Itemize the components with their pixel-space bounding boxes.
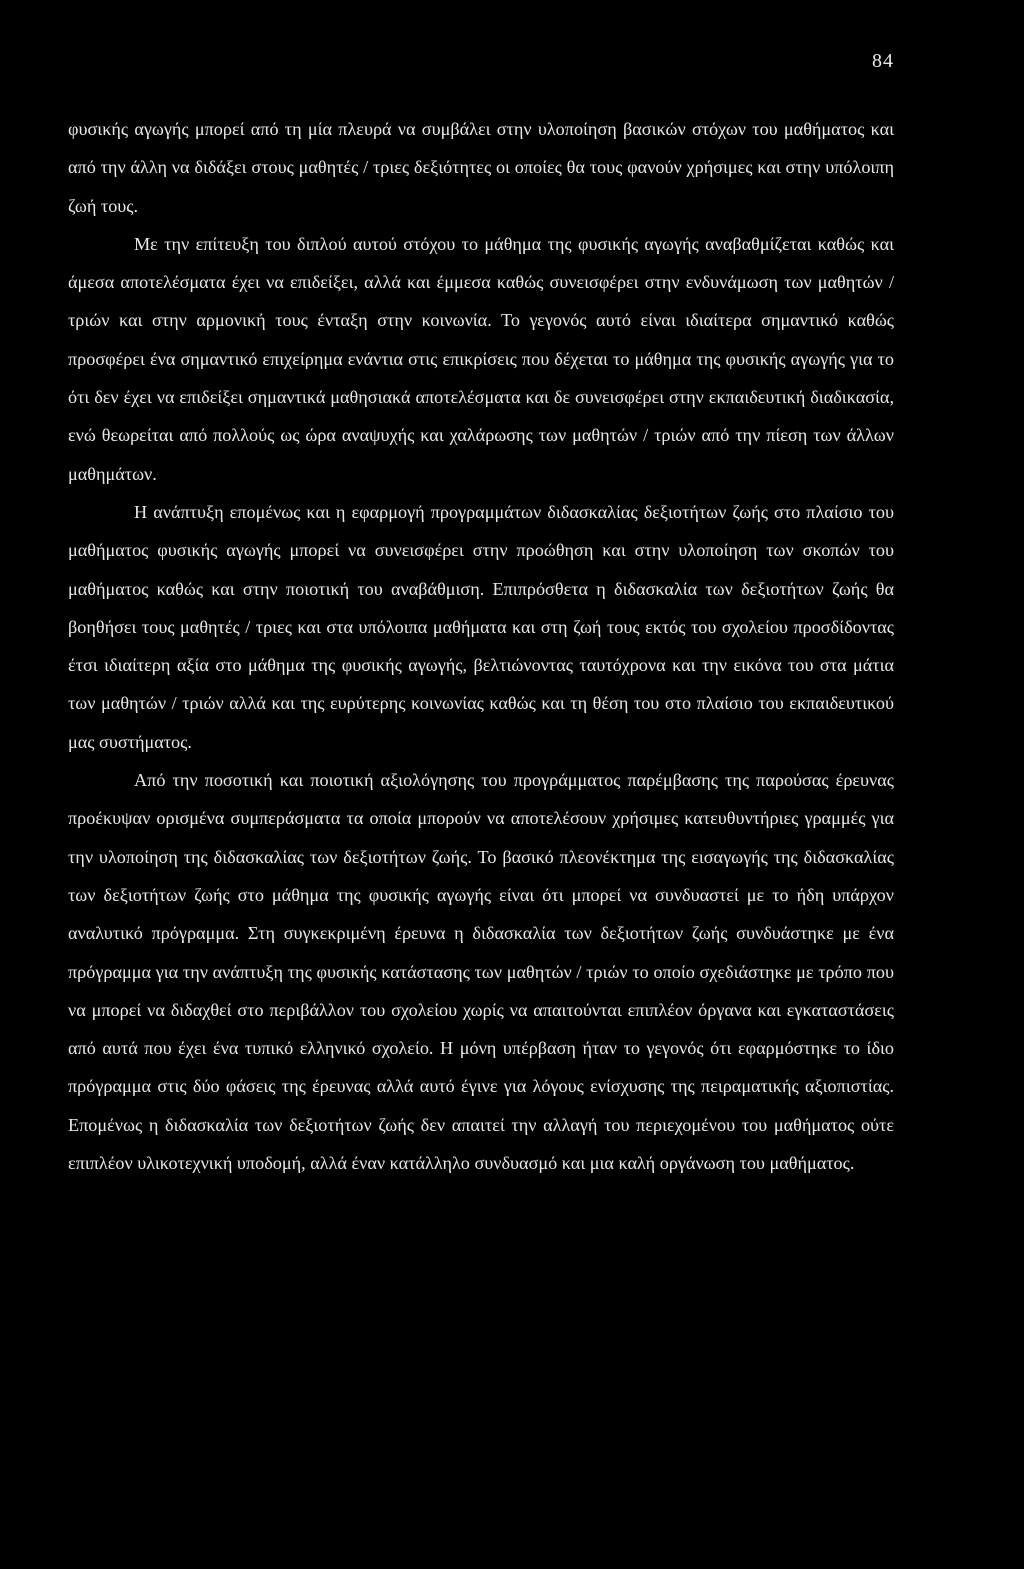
paragraph-4: Από την ποσοτική και ποιοτική αξιολόγησης του προγράμματος παρέμβασης της παρούσας έρευνας προέκυψαν ορισμένα συμπεράσματα τα οποία μπορούν να αποτελέσουν χρήσιμες κατευθυντήριες γραμμές για την υλοποίηση της διδασκαλίας των δεξιοτήτων ζωής. Το βασικό πλεονέκτημα της εισαγωγής της διδασκαλίας των δεξιοτήτων ζωής στο μάθημα της φυσικής αγωγής είναι ότι μπορεί να συνδυαστεί με το ήδη υπάρχον αναλυτικό πρόγραμμα. Στη συγκεκριμένη έρευνα η διδασκαλία των δεξιοτήτων ζωής συνδυάστηκε με ένα πρόγραμμα για την ανάπτυξη της φυσικής κατάστασης των μαθητών / τριών το οποίο σχεδιάστηκε με τρόπο που να μπορεί να διδαχθεί στο περιβάλλον του σχολείου χωρίς να απαιτούνται επιπλέον όργανα και εγκαταστάσεις από αυτά που έχει ένα τυπικό ελληνικό σχολείο. Η μόνη υπέρβαση ήταν το γεγονός ότι εφαρμόστηκε το ίδιο πρόγραμμα στις δύο φάσεις της έρευνας αλλά αυτό έγινε για λόγους ενίσχυσης της πειραματικής αξιοπιστίας. Επομένως η διδασκαλία των δεξιοτήτων ζωής δεν απαιτεί την αλλαγή του περιεχομένου του μαθήματος ούτε επιπλέον υλικοτεχνική υποδομή, αλλά έναν κατάλληλο συνδυασμό και μια καλή οργάνωση του μαθήματος. [68,770,894,1174]
page-number: 84 [872,50,894,72]
paragraph-3: Η ανάπτυξη επομένως και η εφαρμογή προγραμμάτων διδασκαλίας δεξιοτήτων ζωής στο πλαίσιο του μαθήματος φυσικής αγωγής μπορεί να συνεισφέρει στην προώθηση και στην υλοποίηση των σκοπών του μαθήματος καθώς και στην ποιοτική του αναβάθμιση. Επιπρόσθετα η διδασκαλία των δεξιοτήτων ζωής θα βοηθήσει τους μαθητές / τριες και στα υπόλοιπα μαθήματα και στη ζωή τους εκτός του σχολείου προσδίδοντας έτσι ιδιαίτερη αξία στο μάθημα της φυσικής αγωγής, βελτιώνοντας ταυτόχρονα και την εικόνα του στα μάτια των μαθητών / τριών αλλά και της ευρύτερης κοινωνίας καθώς και τη θέση του στο πλαίσιο του εκπαιδευτικού μας συστήματος. [68,501,894,752]
body-text [68,110,894,1182]
paragraph-1: φυσικής αγωγής μπορεί από τη μία πλευρά να συμβάλει στην υλοποίηση βασικών στόχων του μαθήματος και από την άλλη να διδάξει στους μαθητές / τριες δεξιότητες οι οποίες θα τους φανούν χρήσιμες και στην υπόλοιπη ζωή τους. [68,119,894,216]
paragraph-2: Με την επίτευξη του διπλού αυτού στόχου το μάθημα της φυσικής αγωγής αναβαθμίζεται καθώς και άμεσα αποτελέσματα έχει να επιδείξει, αλλά και έμμεσα καθώς συνεισφέρει στην ενδυνάμωση των μαθητών / τριών και στην αρμονική τους ένταξη στην κοινωνία. Το γεγονός αυτό είναι ιδιαίτερα σημαντικό καθώς προσφέρει ένα σημαντικό επιχείρημα ενάντια στις επικρίσεις που δέχεται το μάθημα της φυσικής αγωγής για το ότι δεν έχει να επιδείξει σημαντικά μαθησιακά αποτελέσματα και δε συνεισφέρει στην εκπαιδευτική διαδικασία, ενώ θεωρείται από πολλούς ως ώρα αναψυχής και χαλάρωσης των μαθητών / τριών από την πίεση των άλλων μαθημάτων. [68,233,894,484]
